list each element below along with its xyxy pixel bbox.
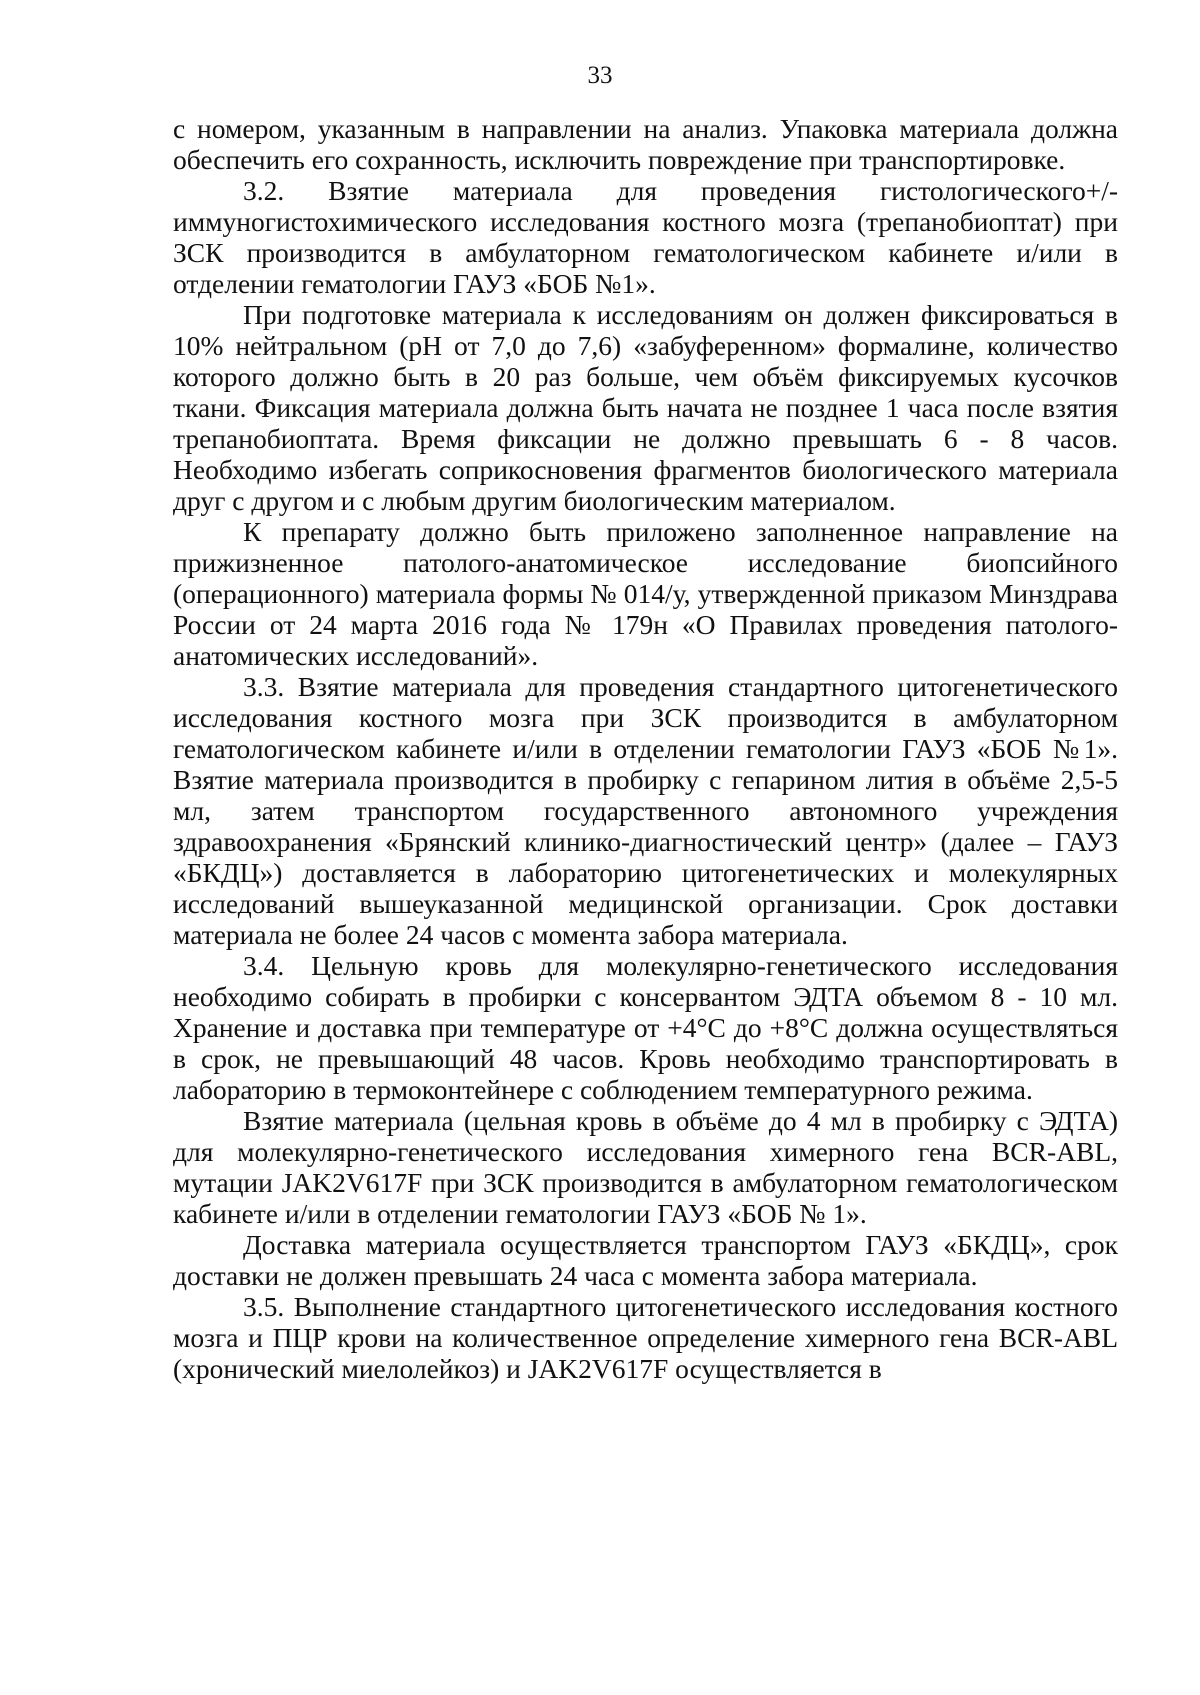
paragraph-3-3: 3.3. Взятие материала для проведения стандартного цитогенетического исследования костного мозга при ЗСК производится в амбулаторном гематологическом кабинете и/или в отделении гематологии ГАУЗ «БОБ №1». Взятие материала производится в пробирку с гепарином лития в объёме 2,5-5 мл, затем транспортом государственного автономного учреждения здравоохранения «Брянский клинико-диагностический центр» (далее – ГАУЗ «БКДЦ») доставляется в лабораторию цитогенетических и молекулярных исследований вышеуказанной медицинской организации. Срок доставки материала не более 24 часов с момента забора материала. [173,671,1118,950]
paragraph-sampling: Взятие материала (цельная кровь в объёме до 4 мл в пробирку с ЭДТА) для молекулярно-генетического исследования химерного гена BCR-ABL, мутации JAK2V617F при ЗСК производится в амбулаторном гематологическом кабинете и/или в отделении гематологии ГАУЗ «БОБ № 1». [173,1105,1118,1229]
paragraph-3-4: 3.4. Цельную кровь для молекулярно-генетического исследования необходимо собирать в пробирки с консервантом ЭДТА объемом 8 - 10 мл. Хранение и доставка при температуре от +4°С до +8°С должна осуществляться в срок, не превышающий 48 часов. Кровь необходимо транспортировать в лабораторию в термоконтейнере с соблюдением температурного режима. [173,950,1118,1105]
paragraph-fixation: При подготовке материала к исследованиям он должен фиксироваться в 10% нейтральном (pH от 7,0 до 7,6) «забуференном» формалине, количество которого должно быть в 20 раз больше, чем объём фиксируемых кусочков ткани. Фиксация материала должна быть начата не позднее 1 часа после взятия трепанобиоптата. Время фиксации не должно превышать 6 - 8 часов. Необходимо избегать соприкосновения фрагментов биологического материала друг с другом и с любым другим биологическим материалом. [173,299,1118,516]
paragraph-continuation: с номером, указанным в направлении на анализ. Упаковка материала должна обеспечить его сохранность, исключить повреждение при транспортировке. [173,113,1118,175]
paragraph-referral: К препарату должно быть приложено заполненное направление на прижизненное патолого-анатомическое исследование биопсийного (операционного) материала формы № 014/у, утвержденной приказом Минздрава России от 24 марта 2016 года № 179н «О Правилах проведения патолого-анатомических исследований». [173,516,1118,671]
paragraph-3-2: 3.2. Взятие материала для проведения гистологического+/- иммуногистохимического исследования костного мозга (трепанобиоптат) при ЗСК производится в амбулаторном гематологическом кабинете и/или в отделении гематологии ГАУЗ «БОБ №1». [173,175,1118,299]
paragraph-3-5: 3.5. Выполнение стандартного цитогенетического исследования костного мозга и ПЦР крови на количественное определение химерного гена BCR-ABL (хронический миелолейкоз) и JAK2V617F осуществляется в [173,1291,1118,1384]
document-body [173,113,1118,1384]
page-number: 33 [587,62,613,89]
paragraph-delivery: Доставка материала осуществляется транспортом ГАУЗ «БКДЦ», срок доставки не должен превышать 24 часа с момента забора материала. [173,1229,1118,1291]
